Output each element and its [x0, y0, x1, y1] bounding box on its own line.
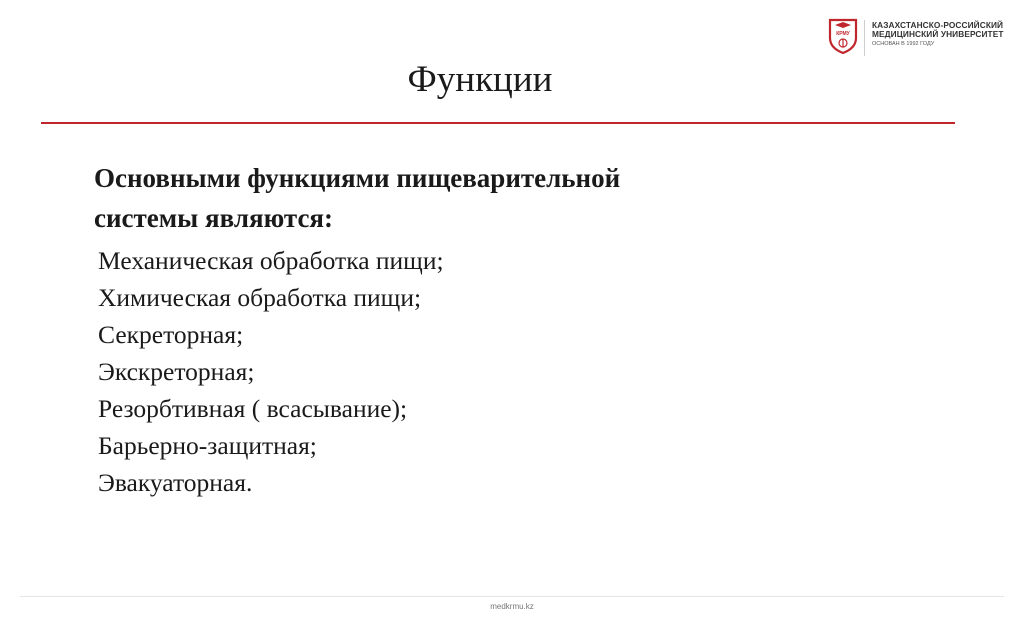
list-item: Химическая обработка пищи;	[98, 283, 422, 312]
university-crest-icon	[828, 18, 858, 54]
intro-text	[94, 158, 914, 238]
university-logo	[828, 18, 1018, 58]
intro-line-2: системы являются:	[94, 203, 334, 233]
logo-founded-note: ОСНОВАН В 1992 ГОДУ	[872, 41, 935, 47]
list-item: Барьерно-защитная;	[98, 431, 317, 460]
list-item: Секреторная;	[98, 320, 244, 349]
intro-line-1: Основными функциями пищеварительной	[94, 163, 621, 193]
slide-title: Функции	[407, 59, 553, 100]
logo-text	[872, 21, 1004, 49]
list-item: Экскреторная;	[98, 357, 255, 386]
logo-university-name-line2: МЕДИЦИНСКИЙ УНИВЕРСИТЕТ	[872, 29, 1004, 39]
logo-university-name-line1: КАЗАХСТАНСКО-РОССИЙСКИЙ	[872, 20, 1004, 30]
footer-divider	[20, 596, 1004, 597]
title-divider	[41, 122, 955, 124]
logo-divider	[864, 20, 865, 56]
footer-website: medkrmu.kz	[490, 602, 534, 611]
slide-content	[94, 158, 914, 501]
list-item: Эвакуаторная.	[98, 468, 253, 497]
list-item: Резорбтивная ( всасывание);	[98, 394, 408, 423]
logo-badge-text: КРМУ	[836, 31, 850, 37]
list-item: Механическая обработка пищи;	[98, 246, 444, 275]
